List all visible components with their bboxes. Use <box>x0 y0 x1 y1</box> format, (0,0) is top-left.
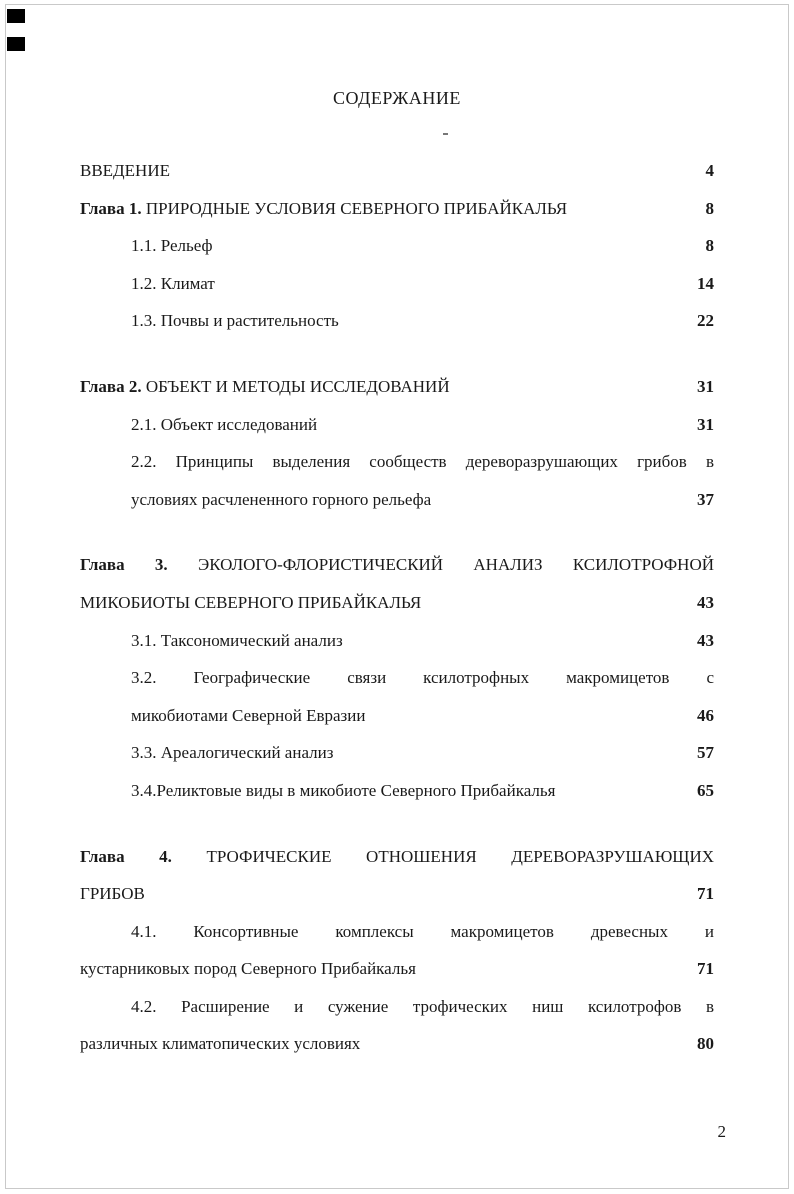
toc-entry <box>80 302 714 340</box>
toc-entry-page: 71 <box>697 959 714 979</box>
toc-entry-text <box>131 452 714 471</box>
toc-entry-page: 43 <box>697 592 714 612</box>
toc-entry-text <box>80 847 714 866</box>
toc-entry-text <box>131 622 343 660</box>
toc-entry <box>80 190 714 228</box>
toc-entry <box>80 697 714 735</box>
toc-entry-label: 3.1. Таксономический анализ <box>131 630 343 650</box>
toc-entry-page: 22 <box>697 311 714 331</box>
toc-entry-page: 57 <box>697 743 714 763</box>
toc-entry-prefix: Глава 1. <box>80 198 142 218</box>
toc-entry-page: 8 <box>705 198 714 218</box>
toc-entry-label: 2.1. Объект исследований <box>131 414 318 434</box>
toc-entry-page: 8 <box>705 236 714 256</box>
toc-entry <box>80 546 714 584</box>
toc-entry <box>80 406 714 444</box>
toc-entry-page: 71 <box>697 884 714 904</box>
toc-entry-label: кустарниковых пород Северного Прибайкалья <box>80 959 416 979</box>
toc-entry <box>80 481 714 519</box>
toc-entry-text <box>131 265 215 303</box>
toc-entry-prefix: Глава 3. <box>80 555 168 575</box>
toc-entry <box>80 875 714 913</box>
toc-entry-label: 4.1. Консортивные комплексы макромицетов древесных и <box>131 921 714 941</box>
toc-entry-page: 43 <box>697 630 714 650</box>
toc-entry <box>80 838 714 876</box>
toc-entry-label: 3.2. Географические связи ксилотрофных макромицетов с <box>131 668 714 688</box>
scan-artifact <box>7 9 25 23</box>
toc-entry-text <box>80 584 421 622</box>
toc-entry-label: 1.3. Почвы и растительность <box>131 311 339 331</box>
document-title: СОДЕРЖАНИЕ <box>333 88 461 108</box>
toc-entry <box>80 988 714 1026</box>
toc-entry-prefix: Глава 4. <box>80 846 172 866</box>
toc-entry-text <box>131 227 213 265</box>
toc-entry-prefix: Глава 2. <box>80 376 142 396</box>
toc-entry-page: 46 <box>697 705 714 725</box>
toc-entry-page: 4 <box>705 161 714 180</box>
toc-entry-page: 65 <box>697 780 714 800</box>
toc-entry <box>80 227 714 265</box>
toc-entry-text <box>80 368 450 406</box>
toc-entry-text <box>80 152 170 190</box>
toc-entry-text <box>80 1025 360 1063</box>
toc-entry <box>80 772 714 810</box>
toc-entry-text <box>131 481 431 519</box>
toc-entry-label: ЭКОЛОГО-ФЛОРИСТИЧЕСКИЙ АНАЛИЗ КСИЛОТРОФНОЙ <box>198 555 715 575</box>
toc-entry <box>80 1025 714 1063</box>
toc-entry-label: ПРИРОДНЫЕ УСЛОВИЯ СЕВЕРНОГО ПРИБАЙКАЛЬЯ <box>145 198 568 218</box>
toc-entry-label: микобиотами Северной Евразии <box>131 705 366 725</box>
toc-entry-text <box>131 734 333 772</box>
toc-entry-text <box>80 190 567 228</box>
toc-entry-text <box>131 997 714 1016</box>
toc-entry-label: ОБЪЕКТ И МЕТОДЫ ИССЛЕДОВАНИЙ <box>145 376 450 396</box>
toc-entry <box>80 622 714 660</box>
scan-artifact <box>7 37 25 51</box>
toc-entry-page: 80 <box>697 1034 714 1054</box>
toc-entry-label: 2.2. Принципы выделения сообществ дереворазрушающих грибов в <box>131 452 714 472</box>
toc-entry-page: 31 <box>697 414 714 434</box>
toc-entry <box>80 443 714 481</box>
toc-entry-label: ГРИБОВ <box>80 884 145 904</box>
toc-entry-label: различных климатопических условиях <box>80 1034 361 1054</box>
toc-entry-text <box>80 875 145 913</box>
toc-entry-page: 31 <box>697 376 714 396</box>
toc-entry-text <box>131 772 555 810</box>
toc-entry-text <box>80 555 714 574</box>
toc-entry <box>80 659 714 697</box>
toc-entry <box>80 913 714 951</box>
toc-entry <box>80 950 714 988</box>
toc-entry-label: 3.4.Реликтовые виды в микобиоте Северного Прибайкалья <box>131 780 556 800</box>
page-number: 2 <box>717 1122 726 1141</box>
toc-entry-text <box>131 406 317 444</box>
toc <box>80 152 714 1063</box>
toc-entry <box>80 734 714 772</box>
toc-entry-label: 3.3. Ареалогический анализ <box>131 743 334 763</box>
toc-entry-text <box>131 668 714 687</box>
toc-entry-label: ВВЕДЕНИЕ <box>80 161 170 180</box>
toc-entry <box>80 152 714 190</box>
toc-entry-label: 1.1. Рельеф <box>131 236 213 256</box>
toc-entry-page: 14 <box>697 273 714 293</box>
toc-entry <box>80 265 714 303</box>
toc-entry-label: 4.2. Расширение и сужение трофических ниш ксилотрофов в <box>131 996 714 1016</box>
toc-page <box>80 86 714 1063</box>
toc-entry-text <box>131 697 365 735</box>
toc-entry-text <box>80 950 416 988</box>
toc-entry-text <box>131 302 339 340</box>
toc-entry-page: 37 <box>697 489 714 509</box>
toc-entry-label: условиях расчлененного горного рельефа <box>131 489 432 509</box>
toc-entry <box>80 584 714 622</box>
toc-entry-label: 1.2. Климат <box>131 273 215 293</box>
toc-entry <box>80 368 714 406</box>
toc-entry-text <box>131 922 714 941</box>
toc-entry-label: МИКОБИОТЫ СЕВЕРНОГО ПРИБАЙКАЛЬЯ <box>80 592 422 612</box>
toc-entry-label: ТРОФИЧЕСКИЕ ОТНОШЕНИЯ ДЕРЕВОРАЗРУШАЮЩИХ <box>206 846 714 866</box>
